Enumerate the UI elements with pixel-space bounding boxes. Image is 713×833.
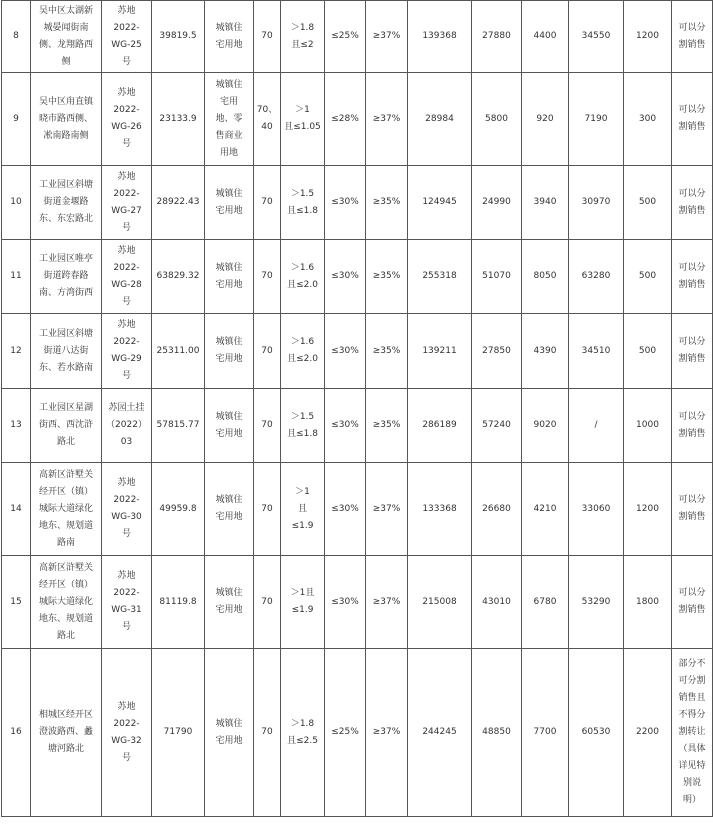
cell-plot-code: 苏地 2022- WG-31 号 xyxy=(102,556,152,649)
cell-note: 部分不 可分割 销售且 不得分 割转让 （具体 详见特 别说 明） xyxy=(672,649,713,817)
cell-plot-code: 苏地 2022- WG-28 号 xyxy=(102,240,152,314)
cell-increment: 3940 xyxy=(522,166,569,240)
cell-deposit: 27850 xyxy=(472,314,522,389)
cell-start-price: 215008 xyxy=(408,556,472,649)
cell-green-ratio: ≥35% xyxy=(366,166,408,240)
cell-location: 工业园区斜塘 街道八达街 东、若水路南 xyxy=(31,314,102,389)
cell-green-ratio: ≥37% xyxy=(366,463,408,556)
cell-deposit: 5800 xyxy=(472,73,522,166)
cell-limit: 1800 xyxy=(624,556,672,649)
table-row xyxy=(2,463,713,556)
cell-limit: 1000 xyxy=(624,389,672,463)
cell-number: 10 xyxy=(2,166,31,240)
table-row xyxy=(2,556,713,649)
cell-location: 工业园区斜塘 街道金堰路 东、东宏路北 xyxy=(31,166,102,240)
cell-plot-ratio: ＞1.6 且≤2.0 xyxy=(281,314,325,389)
cell-plot-ratio: ＞1.6 且≤2.0 xyxy=(281,240,325,314)
cell-plot-ratio: ＞1.8 且≤2 xyxy=(281,1,325,73)
cell-note: 可以分 割销售 xyxy=(672,166,713,240)
cell-start-price: 286189 xyxy=(408,389,472,463)
table-row xyxy=(2,73,713,166)
cell-limit: 2200 xyxy=(624,649,672,817)
cell-number: 8 xyxy=(2,1,31,73)
cell-unit-price: 60530 xyxy=(569,649,624,817)
table-row xyxy=(2,649,713,817)
cell-increment: 6780 xyxy=(522,556,569,649)
cell-plot-code: 苏地 2022- WG-27 号 xyxy=(102,166,152,240)
cell-start-price: 133368 xyxy=(408,463,472,556)
cell-plot-code: 苏地 2022- WG-26 号 xyxy=(102,73,152,166)
cell-green-ratio: ≥37% xyxy=(366,556,408,649)
cell-unit-price: 34550 xyxy=(569,1,624,73)
cell-increment: 9020 xyxy=(522,389,569,463)
cell-plot-ratio: ＞1 且≤1.05 xyxy=(281,73,325,166)
table-row xyxy=(2,166,713,240)
cell-area: 71790 xyxy=(152,649,205,817)
cell-limit: 500 xyxy=(624,240,672,314)
cell-area: 57815.77 xyxy=(152,389,205,463)
cell-increment: 8050 xyxy=(522,240,569,314)
cell-increment: 4400 xyxy=(522,1,569,73)
cell-years: 70 xyxy=(254,389,281,463)
cell-note: 可以分 割销售 xyxy=(672,1,713,73)
cell-area: 81119.8 xyxy=(152,556,205,649)
cell-unit-price: 33060 xyxy=(569,463,624,556)
cell-unit-price: 53290 xyxy=(569,556,624,649)
cell-land-use: 城镇住 宅用地 xyxy=(205,1,254,73)
cell-density: ≤30% xyxy=(325,556,366,649)
cell-plot-code: 苏地 2022- WG-32 号 xyxy=(102,649,152,817)
cell-unit-price: 30970 xyxy=(569,166,624,240)
cell-location: 吴中区太湖新 城晏闻街南 侧、龙翔路西 侧 xyxy=(31,1,102,73)
cell-deposit: 27880 xyxy=(472,1,522,73)
cell-land-use: 城镇住 宅用地 xyxy=(205,240,254,314)
cell-limit: 500 xyxy=(624,166,672,240)
cell-limit: 1200 xyxy=(624,1,672,73)
cell-green-ratio: ≥35% xyxy=(366,389,408,463)
cell-green-ratio: ≥35% xyxy=(366,240,408,314)
cell-number: 13 xyxy=(2,389,31,463)
cell-area: 39819.5 xyxy=(152,1,205,73)
cell-density: ≤25% xyxy=(325,1,366,73)
cell-increment: 4390 xyxy=(522,314,569,389)
cell-years: 70 xyxy=(254,649,281,817)
cell-area: 23133.9 xyxy=(152,73,205,166)
cell-start-price: 255318 xyxy=(408,240,472,314)
cell-area: 25311.00 xyxy=(152,314,205,389)
table-row xyxy=(2,314,713,389)
cell-start-price: 244245 xyxy=(408,649,472,817)
cell-increment: 920 xyxy=(522,73,569,166)
cell-plot-code: 苏地 2022- WG-30 号 xyxy=(102,463,152,556)
cell-area: 28922.43 xyxy=(152,166,205,240)
cell-years: 70 xyxy=(254,556,281,649)
cell-land-use: 城镇住 宅用地 xyxy=(205,463,254,556)
cell-number: 12 xyxy=(2,314,31,389)
cell-plot-ratio: ＞1.5 且≤1.8 xyxy=(281,166,325,240)
cell-density: ≤30% xyxy=(325,463,366,556)
cell-location: 吴中区甪直镇 晓市路西侧、 凇南路南侧 xyxy=(31,73,102,166)
cell-deposit: 48850 xyxy=(472,649,522,817)
cell-start-price: 124945 xyxy=(408,166,472,240)
table-row xyxy=(2,389,713,463)
cell-location: 工业园区星湖 街西、西沈浒 路北 xyxy=(31,389,102,463)
cell-years: 70 xyxy=(254,166,281,240)
cell-increment: 7700 xyxy=(522,649,569,817)
cell-plot-code: 苏地 2022- WG-29 号 xyxy=(102,314,152,389)
cell-number: 14 xyxy=(2,463,31,556)
land-auction-table xyxy=(1,0,713,817)
cell-unit-price: / xyxy=(569,389,624,463)
cell-plot-code: 苏园土挂 （2022） 03 xyxy=(102,389,152,463)
cell-limit: 1200 xyxy=(624,463,672,556)
cell-note: 可以分 割销售 xyxy=(672,556,713,649)
cell-limit: 300 xyxy=(624,73,672,166)
cell-location: 高新区浒墅关 经开区（镇） 城际大道绿化 地东、规划道 路北 xyxy=(31,556,102,649)
cell-deposit: 57240 xyxy=(472,389,522,463)
cell-land-use: 城镇住 宅用地 xyxy=(205,166,254,240)
cell-plot-ratio: ＞1.5 且≤1.8 xyxy=(281,389,325,463)
cell-green-ratio: ≥37% xyxy=(366,73,408,166)
cell-limit: 500 xyxy=(624,314,672,389)
cell-green-ratio: ≥35% xyxy=(366,314,408,389)
cell-years: 70 xyxy=(254,240,281,314)
cell-plot-ratio: ＞1.8 且≤2.5 xyxy=(281,649,325,817)
cell-years: 70 xyxy=(254,314,281,389)
cell-density: ≤25% xyxy=(325,649,366,817)
cell-note: 可以分 割销售 xyxy=(672,314,713,389)
cell-area: 63829.32 xyxy=(152,240,205,314)
cell-density: ≤28% xyxy=(325,73,366,166)
cell-area: 49959.8 xyxy=(152,463,205,556)
cell-start-price: 28984 xyxy=(408,73,472,166)
cell-plot-ratio: ＞1 且 ≤1.9 xyxy=(281,463,325,556)
cell-years: 70 xyxy=(254,1,281,73)
cell-land-use: 城镇住 宅用 地、零 售商业 用地 xyxy=(205,73,254,166)
cell-start-price: 139211 xyxy=(408,314,472,389)
cell-land-use: 城镇住 宅用地 xyxy=(205,556,254,649)
cell-unit-price: 34510 xyxy=(569,314,624,389)
cell-number: 9 xyxy=(2,73,31,166)
cell-number: 16 xyxy=(2,649,31,817)
cell-density: ≤30% xyxy=(325,314,366,389)
cell-deposit: 24990 xyxy=(472,166,522,240)
cell-green-ratio: ≥37% xyxy=(366,649,408,817)
cell-land-use: 城镇住 宅用地 xyxy=(205,389,254,463)
cell-note: 可以分 割销售 xyxy=(672,389,713,463)
cell-density: ≤30% xyxy=(325,389,366,463)
cell-plot-ratio: ＞1且 ≤1.9 xyxy=(281,556,325,649)
cell-deposit: 51070 xyxy=(472,240,522,314)
table-row xyxy=(2,240,713,314)
cell-years: 70 xyxy=(254,463,281,556)
cell-deposit: 26680 xyxy=(472,463,522,556)
cell-location: 工业园区唯亭 街道跨春路 南、方湾街西 xyxy=(31,240,102,314)
cell-number: 11 xyxy=(2,240,31,314)
table-row xyxy=(2,1,713,73)
cell-unit-price: 63280 xyxy=(569,240,624,314)
cell-unit-price: 7190 xyxy=(569,73,624,166)
cell-deposit: 43010 xyxy=(472,556,522,649)
cell-green-ratio: ≥37% xyxy=(366,1,408,73)
cell-density: ≤30% xyxy=(325,166,366,240)
cell-location: 相城区经开区 澄波路西、蠡 塘河路北 xyxy=(31,649,102,817)
cell-plot-code: 苏地 2022- WG-25 号 xyxy=(102,1,152,73)
cell-increment: 4210 xyxy=(522,463,569,556)
cell-density: ≤30% xyxy=(325,240,366,314)
cell-note: 可以分 割销售 xyxy=(672,73,713,166)
cell-note: 可以分 割销售 xyxy=(672,240,713,314)
cell-note: 可以分 割销售 xyxy=(672,463,713,556)
cell-number: 15 xyxy=(2,556,31,649)
cell-start-price: 139368 xyxy=(408,1,472,73)
cell-location: 高新区浒墅关 经开区（镇） 城际大道绿化 地东、规划道 路南 xyxy=(31,463,102,556)
cell-years: 70、 40 xyxy=(254,73,281,166)
cell-land-use: 城镇住 宅用地 xyxy=(205,314,254,389)
cell-land-use: 城镇住 宅用地 xyxy=(205,649,254,817)
